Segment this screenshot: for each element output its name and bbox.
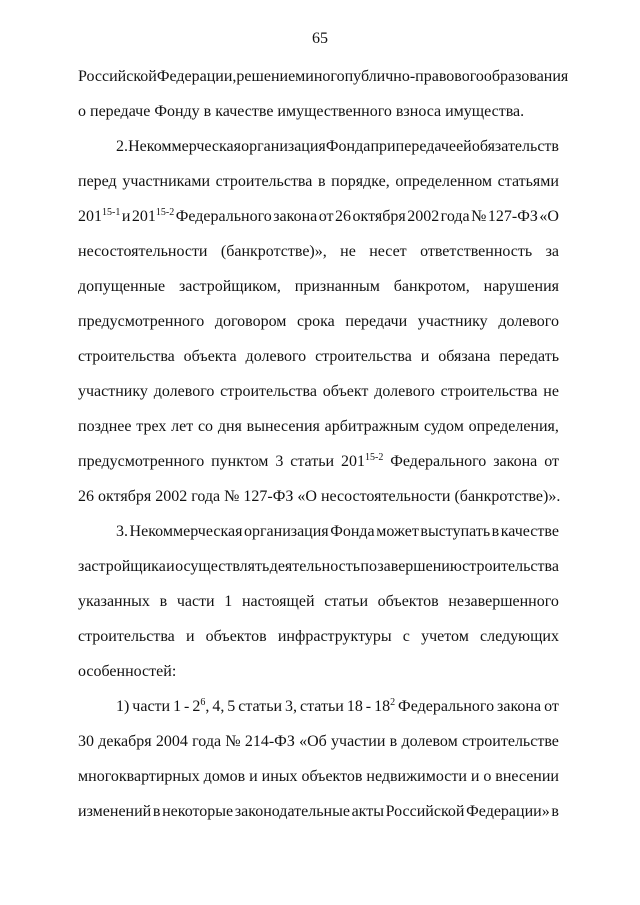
word: долевого [374,383,435,400]
word: 1) [116,698,130,715]
word: многоквартирных [78,768,200,785]
word: статьи [290,453,335,470]
word: ей [456,138,472,155]
word: инфраструктуры [277,628,392,645]
word: признанным [294,278,380,295]
word: объектов [377,593,439,610]
word: передачи [345,313,408,330]
word: настоящей [241,593,315,610]
word: объектов [301,768,363,785]
word: иного [305,68,345,85]
word: закона [273,208,318,225]
word: статьи [238,698,283,715]
word: в [389,733,398,750]
text-line [78,102,559,122]
word: статьями [497,173,559,190]
word: строительстве [462,733,559,750]
word: трех [136,418,167,435]
word: участнику [417,313,488,330]
text-line [78,452,559,472]
word: взноса [395,103,442,120]
word: порядке, [331,173,390,190]
word: (банкротстве)». [454,488,561,505]
superscript: 6 [200,697,206,708]
word: качестве [215,103,274,120]
word: публично-правового [344,68,484,85]
word: со [197,418,214,435]
word: не [543,383,559,400]
word: в [491,523,500,540]
word: и [249,768,258,785]
word: нарушения [483,278,559,295]
word: 201$^{15-2}$ [341,452,384,470]
word: несет [369,243,407,260]
word: участнику [78,383,148,400]
word: 1 [173,698,182,715]
word: завершению [377,558,462,575]
word: в [317,173,326,190]
word: октября [352,208,406,225]
word: внесении [495,768,559,785]
word: 18 [346,698,363,715]
word: статьи [300,698,344,715]
text-line [78,487,559,507]
word: обязана [438,348,491,365]
word: в [159,593,168,610]
word: № [224,488,240,505]
word: строительства [215,173,313,190]
text-line [78,242,559,262]
word: - [184,698,190,715]
word: домов [203,768,246,785]
word: части [132,698,171,715]
word: 4, [212,698,225,715]
word: 5 [227,698,236,715]
text-line [78,662,559,682]
word: и [420,348,430,365]
text-line [78,207,559,227]
word: застройщиком, [178,278,281,295]
word: № [471,208,487,225]
word: выступать [420,523,491,540]
word: объекта [183,348,237,365]
word: закона [493,453,538,470]
page-number: 65 [312,30,328,47]
word: 26 [78,488,94,505]
word: передать [499,348,559,365]
word: и [470,768,480,785]
word: о [78,103,86,120]
text-line [78,67,569,87]
word: года [440,208,470,225]
superscript: 15-2 [365,452,384,463]
text-line [78,557,559,577]
word: части [176,593,215,610]
word: от [544,453,559,470]
superscript: 2 [390,697,396,708]
word: строительства [78,348,175,365]
word: Фонду [154,103,200,120]
word: объект [322,383,369,400]
text-line [78,347,559,367]
word: качестве [500,523,559,540]
word: изменений [78,803,152,820]
word: (банкротстве)», [220,243,327,260]
word: 2002 [155,488,188,505]
word: и [166,558,175,575]
word: Некоммерческая [129,523,243,540]
word: вынесения [246,418,320,435]
word: учетом [421,628,469,645]
word: Федерального [175,208,272,225]
word: ответственность [420,243,533,260]
text-line [78,767,559,787]
text-line [78,417,559,437]
word: судом [424,418,464,435]
word: «О [297,488,317,505]
text-line [116,137,559,157]
word: о [483,768,492,785]
word: может [376,523,419,540]
superscript: 15-1 [102,207,121,218]
word: при [370,138,396,155]
word: за [545,243,559,260]
word: строительства [462,558,559,575]
word: 30 [78,733,94,750]
word: дня [217,418,242,435]
word: - [365,698,372,715]
text-line [78,312,559,332]
word: строительства [315,348,412,365]
text-line [116,697,559,717]
word: предусмотренного [78,453,205,470]
word: передаче [395,138,456,155]
text-line [116,522,559,542]
superscript: 15-2 [155,207,175,218]
word: Российской [78,68,157,85]
word: 1 [224,593,233,610]
word: недвижимости [366,768,467,785]
word: организация [241,138,326,155]
word: осуществлять [175,558,270,575]
word: застройщика [78,558,166,575]
word: несостоятельности [320,488,451,505]
word: образования [483,68,569,85]
word: указанных [78,593,150,610]
text-line [78,802,559,822]
word: иных [261,768,298,785]
word: допущенные [78,278,166,295]
word: строительства [220,383,317,400]
word: строительства [78,628,175,645]
word: обязательств [471,138,559,155]
word: 3. [116,523,128,540]
word: долевом [401,733,458,750]
word: акты [351,803,384,820]
word: передаче [90,103,151,120]
word: предусмотренного [78,313,205,330]
word: 2004 [155,733,188,750]
word: № [225,733,241,750]
word: $2^6$, [192,697,210,715]
word: 127-ФЗ [243,488,294,505]
word: Фонда [330,523,375,540]
word: октября [98,488,152,505]
word: Федерального [390,453,487,470]
word: $18^2$ [374,697,396,715]
word: Федерации, [156,68,237,85]
word: перед [78,173,117,190]
word: Российской [385,803,465,820]
word: долевого [153,383,215,400]
word: долевого [498,313,559,330]
text-line [78,732,559,752]
word: не [340,243,356,260]
word: 3, [285,698,298,715]
word: от [544,698,559,715]
word: 127-ФЗ [487,208,538,225]
text-line [78,382,559,402]
word: арбитражным [324,418,420,435]
word: участниками [122,173,210,190]
text-line [78,592,559,612]
word: долевого [245,348,307,365]
word: Федерации» [466,803,550,820]
word: банкротом, [393,278,470,295]
word: статьи [324,593,369,610]
word: законодательные [234,803,350,820]
word: 214-ФЗ [244,733,295,750]
text-line [78,172,559,192]
word: определенном [395,173,493,190]
word: в [551,803,559,820]
word: особенностей: [78,663,177,680]
word: Некоммерческая [128,138,241,155]
word: договором [214,313,287,330]
word: некоторые [162,803,234,820]
word: деятельность [269,558,360,575]
word: имущества. [445,103,525,120]
word: декабря [98,733,152,750]
word: «Об [299,733,327,750]
text-line [78,627,559,647]
word: имущественного [277,103,392,120]
word: Фонда [325,138,371,155]
word: строительства [440,383,538,400]
word: срока [297,313,335,330]
word: незавершенного [448,593,559,610]
word: по [360,558,377,575]
word: позднее [78,418,132,435]
word: лет [171,418,194,435]
word: решением [236,68,306,85]
word: с [402,628,410,645]
text-line [78,277,559,297]
word: года [191,488,221,505]
word: и [121,208,131,225]
word: года [192,733,222,750]
word: в [152,803,161,820]
word: и [185,628,195,645]
word: в [203,103,212,120]
word: пунктом [211,453,269,470]
word: объектов [205,628,267,645]
word: организация [243,523,329,540]
word: следующих [480,628,559,645]
word: 26 [335,208,352,225]
word: участии [331,733,386,750]
word: 201$^{15-1}$ [78,207,121,225]
word: 3 [275,453,284,470]
word: определения, [468,418,559,435]
word: 2002 [407,208,440,225]
word: «О [539,208,559,225]
word: 201$^{15-2}$ [131,207,175,225]
word: несостоятельности [78,243,208,260]
word: Федерального [398,698,495,715]
word: 2. [116,138,128,155]
word: от [318,208,334,225]
word: закона [497,698,542,715]
